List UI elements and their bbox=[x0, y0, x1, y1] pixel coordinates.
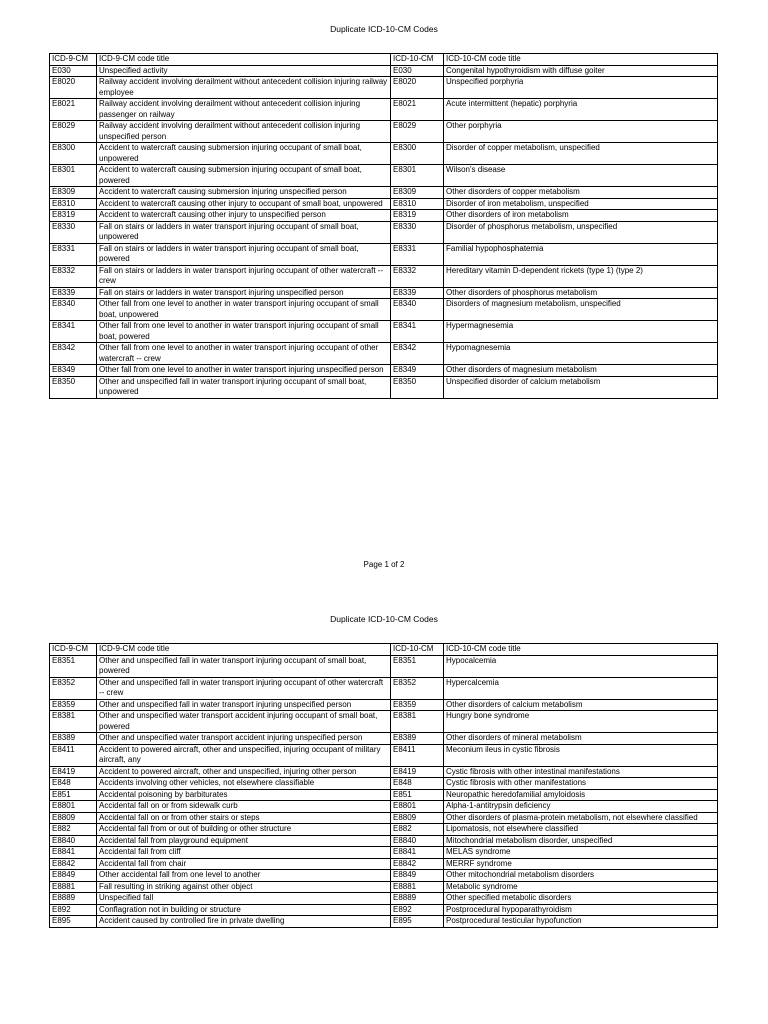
icd10-code-cell: E8352 bbox=[391, 677, 444, 699]
icd9-code-cell: E8419 bbox=[50, 766, 97, 778]
icd10-title-cell: Lipomatosis, not elsewhere classified bbox=[444, 824, 718, 836]
column-header-icd10-title: ICD-10-CM code title bbox=[444, 644, 718, 656]
icd9-code-cell: E8020 bbox=[50, 77, 97, 99]
icd9-code-cell: E8849 bbox=[50, 870, 97, 882]
icd9-code-cell: E8809 bbox=[50, 812, 97, 824]
icd9-title-cell: Other and unspecified water transport accident injuring unspecified person bbox=[97, 733, 391, 745]
icd10-code-cell: E8389 bbox=[391, 733, 444, 745]
icd9-title-cell: Fall on stairs or ladders in water transport injuring occupant of other watercraft -- crew bbox=[97, 265, 391, 287]
icd9-code-cell: E8309 bbox=[50, 187, 97, 199]
table-row bbox=[50, 655, 718, 677]
icd9-title-cell: Accidental fall from chair bbox=[97, 858, 391, 870]
icd10-code-cell: E848 bbox=[391, 778, 444, 790]
icd10-code-cell: E8840 bbox=[391, 835, 444, 847]
icd9-code-cell: E8300 bbox=[50, 143, 97, 165]
table-row bbox=[50, 143, 718, 165]
icd9-code-cell: E8350 bbox=[50, 376, 97, 398]
icd10-title-cell: MELAS syndrome bbox=[444, 847, 718, 859]
icd9-code-cell: E895 bbox=[50, 916, 97, 928]
icd10-title-cell: Other porphyria bbox=[444, 121, 718, 143]
icd9-title-cell: Other fall from one level to another in water transport injuring unspecified person bbox=[97, 365, 391, 377]
icd9-title-cell: Other and unspecified water transport accident injuring occupant of small boat, powered bbox=[97, 711, 391, 733]
icd9-title-cell: Accident to powered aircraft, other and unspecified, injuring occupant of military aircraft, any bbox=[97, 744, 391, 766]
duplicate-codes-table bbox=[49, 53, 718, 399]
icd9-code-cell: E851 bbox=[50, 789, 97, 801]
icd9-code-cell: E8340 bbox=[50, 299, 97, 321]
icd10-title-cell: Familial hypophosphatemia bbox=[444, 243, 718, 265]
icd10-title-cell: Other disorders of mineral metabolism bbox=[444, 733, 718, 745]
duplicate-codes-table bbox=[49, 643, 718, 928]
table-row bbox=[50, 711, 718, 733]
icd10-code-cell: E895 bbox=[391, 916, 444, 928]
icd10-code-cell: E8841 bbox=[391, 847, 444, 859]
icd9-title-cell: Other and unspecified fall in water transport injuring unspecified person bbox=[97, 699, 391, 711]
icd9-title-cell: Accident to watercraft causing other injury to occupant of small boat, unpowered bbox=[97, 198, 391, 210]
icd10-code-cell: E8351 bbox=[391, 655, 444, 677]
icd9-title-cell: Unspecified activity bbox=[97, 65, 391, 77]
table-row bbox=[50, 916, 718, 928]
table-row bbox=[50, 801, 718, 813]
icd9-code-cell: E8339 bbox=[50, 287, 97, 299]
icd10-title-cell: Disorder of phosphorus metabolism, unspecified bbox=[444, 221, 718, 243]
icd10-title-cell: Unspecified porphyria bbox=[444, 77, 718, 99]
table-row bbox=[50, 287, 718, 299]
icd9-code-cell: E8021 bbox=[50, 99, 97, 121]
table-row bbox=[50, 870, 718, 882]
column-header-icd10: ICD-10-CM bbox=[391, 644, 444, 656]
icd10-code-cell: E892 bbox=[391, 904, 444, 916]
icd10-code-cell: E8300 bbox=[391, 143, 444, 165]
icd10-code-cell: E8319 bbox=[391, 210, 444, 222]
icd9-code-cell: E848 bbox=[50, 778, 97, 790]
icd9-code-cell: E8841 bbox=[50, 847, 97, 859]
table-row bbox=[50, 733, 718, 745]
icd10-code-cell: E8340 bbox=[391, 299, 444, 321]
table-row bbox=[50, 165, 718, 187]
icd9-code-cell: E8341 bbox=[50, 321, 97, 343]
icd9-code-cell: E8310 bbox=[50, 198, 97, 210]
icd9-title-cell: Accidental fall from playground equipment bbox=[97, 835, 391, 847]
icd9-code-cell: E8889 bbox=[50, 893, 97, 905]
icd9-code-cell: E8389 bbox=[50, 733, 97, 745]
icd10-title-cell: Alpha-1-antitrypsin deficiency bbox=[444, 801, 718, 813]
table-row bbox=[50, 187, 718, 199]
icd9-code-cell: E8349 bbox=[50, 365, 97, 377]
icd10-title-cell: Postprocedural hypoparathyroidism bbox=[444, 904, 718, 916]
icd10-title-cell: Other disorders of magnesium metabolism bbox=[444, 365, 718, 377]
table-header-row bbox=[50, 644, 718, 656]
icd9-code-cell: E8352 bbox=[50, 677, 97, 699]
table-row bbox=[50, 243, 718, 265]
icd9-title-cell: Accident to watercraft causing submersion injuring occupant of small boat, unpowered bbox=[97, 143, 391, 165]
icd9-title-cell: Railway accident involving derailment without antecedent collision injuring passenger on railway bbox=[97, 99, 391, 121]
table-row bbox=[50, 766, 718, 778]
table-row bbox=[50, 789, 718, 801]
icd9-code-cell: E8330 bbox=[50, 221, 97, 243]
icd9-title-cell: Other and unspecified fall in water transport injuring occupant of small boat, powered bbox=[97, 655, 391, 677]
icd10-code-cell: E8842 bbox=[391, 858, 444, 870]
table-row bbox=[50, 343, 718, 365]
icd10-code-cell: E8881 bbox=[391, 881, 444, 893]
icd9-title-cell: Railway accident involving derailment without antecedent collision injuring unspecified person bbox=[97, 121, 391, 143]
icd10-title-cell: Other mitochondrial metabolism disorders bbox=[444, 870, 718, 882]
icd9-code-cell: E8801 bbox=[50, 801, 97, 813]
table-row bbox=[50, 744, 718, 766]
icd9-title-cell: Accidental poisoning by barbiturates bbox=[97, 789, 391, 801]
icd10-title-cell: Other disorders of phosphorus metabolism bbox=[444, 287, 718, 299]
icd9-title-cell: Other fall from one level to another in water transport injuring occupant of small boat, powered bbox=[97, 321, 391, 343]
table-row bbox=[50, 677, 718, 699]
table-row bbox=[50, 210, 718, 222]
table-body bbox=[50, 655, 718, 927]
icd10-title-cell: Unspecified disorder of calcium metabolism bbox=[444, 376, 718, 398]
icd9-title-cell: Other accidental fall from one level to another bbox=[97, 870, 391, 882]
icd10-code-cell: E8029 bbox=[391, 121, 444, 143]
icd10-code-cell: E8889 bbox=[391, 893, 444, 905]
icd10-code-cell: E8419 bbox=[391, 766, 444, 778]
icd10-code-cell: E8411 bbox=[391, 744, 444, 766]
icd10-code-cell: E8341 bbox=[391, 321, 444, 343]
icd10-title-cell: MERRF syndrome bbox=[444, 858, 718, 870]
icd9-title-cell: Accident to watercraft causing submersion injuring occupant of small boat, powered bbox=[97, 165, 391, 187]
icd10-title-cell: Congenital hypothyroidism with diffuse goiter bbox=[444, 65, 718, 77]
icd10-title-cell: Acute intermittent (hepatic) porphyria bbox=[444, 99, 718, 121]
table-row bbox=[50, 265, 718, 287]
table-row bbox=[50, 99, 718, 121]
icd10-title-cell: Postprocedural testicular hypofunction bbox=[444, 916, 718, 928]
column-header-icd9: ICD-9-CM bbox=[50, 54, 97, 66]
icd9-title-cell: Fall resulting in striking against other object bbox=[97, 881, 391, 893]
icd9-title-cell: Fall on stairs or ladders in water transport injuring occupant of small boat, powered bbox=[97, 243, 391, 265]
table-row bbox=[50, 77, 718, 99]
icd10-code-cell: E8309 bbox=[391, 187, 444, 199]
icd9-title-cell: Other fall from one level to another in water transport injuring occupant of small boat, unpowered bbox=[97, 299, 391, 321]
table-row bbox=[50, 221, 718, 243]
table-row bbox=[50, 121, 718, 143]
table-row bbox=[50, 893, 718, 905]
icd9-code-cell: E8319 bbox=[50, 210, 97, 222]
icd10-title-cell: Disorder of iron metabolism, unspecified bbox=[444, 198, 718, 210]
icd10-title-cell: Hereditary vitamin D-dependent rickets (type 1) (type 2) bbox=[444, 265, 718, 287]
table-row bbox=[50, 778, 718, 790]
icd9-title-cell: Fall on stairs or ladders in water transport injuring occupant of small boat, unpowered bbox=[97, 221, 391, 243]
icd10-title-cell: Hypocalcemia bbox=[444, 655, 718, 677]
icd9-title-cell: Accidental fall from cliff bbox=[97, 847, 391, 859]
table-row bbox=[50, 904, 718, 916]
icd10-code-cell: E8301 bbox=[391, 165, 444, 187]
table-row bbox=[50, 321, 718, 343]
icd9-code-cell: E8359 bbox=[50, 699, 97, 711]
table-row bbox=[50, 824, 718, 836]
icd10-title-cell: Cystic fibrosis with other manifestations bbox=[444, 778, 718, 790]
document-title: Duplicate ICD-10-CM Codes bbox=[330, 614, 438, 624]
icd10-title-cell: Disorders of magnesium metabolism, unspecified bbox=[444, 299, 718, 321]
table-row bbox=[50, 198, 718, 210]
icd10-title-cell: Hypercalcemia bbox=[444, 677, 718, 699]
table-row bbox=[50, 881, 718, 893]
icd9-code-cell: E8342 bbox=[50, 343, 97, 365]
icd10-code-cell: E8331 bbox=[391, 243, 444, 265]
table-header-row bbox=[50, 54, 718, 66]
table-row bbox=[50, 376, 718, 398]
icd10-title-cell: Disorder of copper metabolism, unspecified bbox=[444, 143, 718, 165]
page-footer: Page 1 of 2 bbox=[363, 560, 405, 569]
icd9-code-cell: E8351 bbox=[50, 655, 97, 677]
icd10-code-cell: E8350 bbox=[391, 376, 444, 398]
icd9-code-cell: E882 bbox=[50, 824, 97, 836]
icd10-title-cell: Hypomagnesemia bbox=[444, 343, 718, 365]
icd9-code-cell: E8301 bbox=[50, 165, 97, 187]
table-row bbox=[50, 299, 718, 321]
icd9-title-cell: Railway accident involving derailment without antecedent collision injuring railway employee bbox=[97, 77, 391, 99]
table-row bbox=[50, 65, 718, 77]
icd9-title-cell: Accident caused by controlled fire in private dwelling bbox=[97, 916, 391, 928]
icd9-title-cell: Conflagration not in building or structure bbox=[97, 904, 391, 916]
icd10-title-cell: Meconium ileus in cystic fibrosis bbox=[444, 744, 718, 766]
icd10-code-cell: E851 bbox=[391, 789, 444, 801]
icd10-title-cell: Cystic fibrosis with other intestinal manifestations bbox=[444, 766, 718, 778]
icd9-title-cell: Unspecified fall bbox=[97, 893, 391, 905]
table-body bbox=[50, 65, 718, 398]
icd10-code-cell: E8020 bbox=[391, 77, 444, 99]
icd9-code-cell: E8381 bbox=[50, 711, 97, 733]
document-title: Duplicate ICD-10-CM Codes bbox=[330, 24, 438, 34]
icd9-title-cell: Accidental fall on or from other stairs or steps bbox=[97, 812, 391, 824]
column-header-icd9: ICD-9-CM bbox=[50, 644, 97, 656]
icd10-title-cell: Hungry bone syndrome bbox=[444, 711, 718, 733]
icd10-code-cell: E8381 bbox=[391, 711, 444, 733]
icd10-title-cell: Hypermagnesemia bbox=[444, 321, 718, 343]
icd10-code-cell: E8330 bbox=[391, 221, 444, 243]
icd10-code-cell: E8809 bbox=[391, 812, 444, 824]
icd9-code-cell: E892 bbox=[50, 904, 97, 916]
icd9-title-cell: Other and unspecified fall in water transport injuring occupant of small boat, unpowered bbox=[97, 376, 391, 398]
icd9-code-cell: E8332 bbox=[50, 265, 97, 287]
icd9-title-cell: Accidental fall from or out of building or other structure bbox=[97, 824, 391, 836]
icd10-code-cell: E8332 bbox=[391, 265, 444, 287]
icd9-code-cell: E030 bbox=[50, 65, 97, 77]
icd9-title-cell: Accidents involving other vehicles, not elsewhere classifiable bbox=[97, 778, 391, 790]
table-row bbox=[50, 835, 718, 847]
icd10-code-cell: E030 bbox=[391, 65, 444, 77]
icd10-title-cell: Metabolic syndrome bbox=[444, 881, 718, 893]
icd10-title-cell: Mitochondrial metabolism disorder, unspecified bbox=[444, 835, 718, 847]
icd10-title-cell: Other disorders of copper metabolism bbox=[444, 187, 718, 199]
icd10-title-cell: Other disorders of plasma-protein metabolism, not elsewhere classified bbox=[444, 812, 718, 824]
icd9-code-cell: E8840 bbox=[50, 835, 97, 847]
table-row bbox=[50, 365, 718, 377]
icd9-code-cell: E8029 bbox=[50, 121, 97, 143]
icd9-title-cell: Other fall from one level to another in water transport injuring occupant of other watercraft -- crew bbox=[97, 343, 391, 365]
table-row bbox=[50, 858, 718, 870]
icd9-title-cell: Other and unspecified fall in water transport injuring occupant of other watercraft -- crew bbox=[97, 677, 391, 699]
column-header-icd10: ICD-10-CM bbox=[391, 54, 444, 66]
icd9-code-cell: E8842 bbox=[50, 858, 97, 870]
icd9-title-cell: Accidental fall on or from sidewalk curb bbox=[97, 801, 391, 813]
icd9-title-cell: Accident to watercraft causing other injury to unspecified person bbox=[97, 210, 391, 222]
table-row bbox=[50, 812, 718, 824]
icd9-code-cell: E8411 bbox=[50, 744, 97, 766]
column-header-icd10-title: ICD-10-CM code title bbox=[444, 54, 718, 66]
icd10-code-cell: E8349 bbox=[391, 365, 444, 377]
icd9-title-cell: Accident to watercraft causing submersion injuring unspecified person bbox=[97, 187, 391, 199]
icd10-code-cell: E8342 bbox=[391, 343, 444, 365]
icd10-code-cell: E8310 bbox=[391, 198, 444, 210]
icd10-code-cell: E8849 bbox=[391, 870, 444, 882]
icd9-code-cell: E8881 bbox=[50, 881, 97, 893]
icd10-code-cell: E8801 bbox=[391, 801, 444, 813]
icd10-code-cell: E8339 bbox=[391, 287, 444, 299]
icd9-title-cell: Accident to powered aircraft, other and unspecified, injuring other person bbox=[97, 766, 391, 778]
icd10-code-cell: E8021 bbox=[391, 99, 444, 121]
icd10-title-cell: Wilson's disease bbox=[444, 165, 718, 187]
icd10-title-cell: Other disorders of calcium metabolism bbox=[444, 699, 718, 711]
column-header-icd9-title: ICD-9-CM code title bbox=[97, 644, 391, 656]
table-row bbox=[50, 699, 718, 711]
icd9-title-cell: Fall on stairs or ladders in water transport injuring unspecified person bbox=[97, 287, 391, 299]
icd10-title-cell: Neuropathic heredofamilial amyloidosis bbox=[444, 789, 718, 801]
icd10-title-cell: Other specified metabolic disorders bbox=[444, 893, 718, 905]
icd9-code-cell: E8331 bbox=[50, 243, 97, 265]
icd10-code-cell: E882 bbox=[391, 824, 444, 836]
table-row bbox=[50, 847, 718, 859]
icd10-code-cell: E8359 bbox=[391, 699, 444, 711]
column-header-icd9-title: ICD-9-CM code title bbox=[97, 54, 391, 66]
icd10-title-cell: Other disorders of iron metabolism bbox=[444, 210, 718, 222]
